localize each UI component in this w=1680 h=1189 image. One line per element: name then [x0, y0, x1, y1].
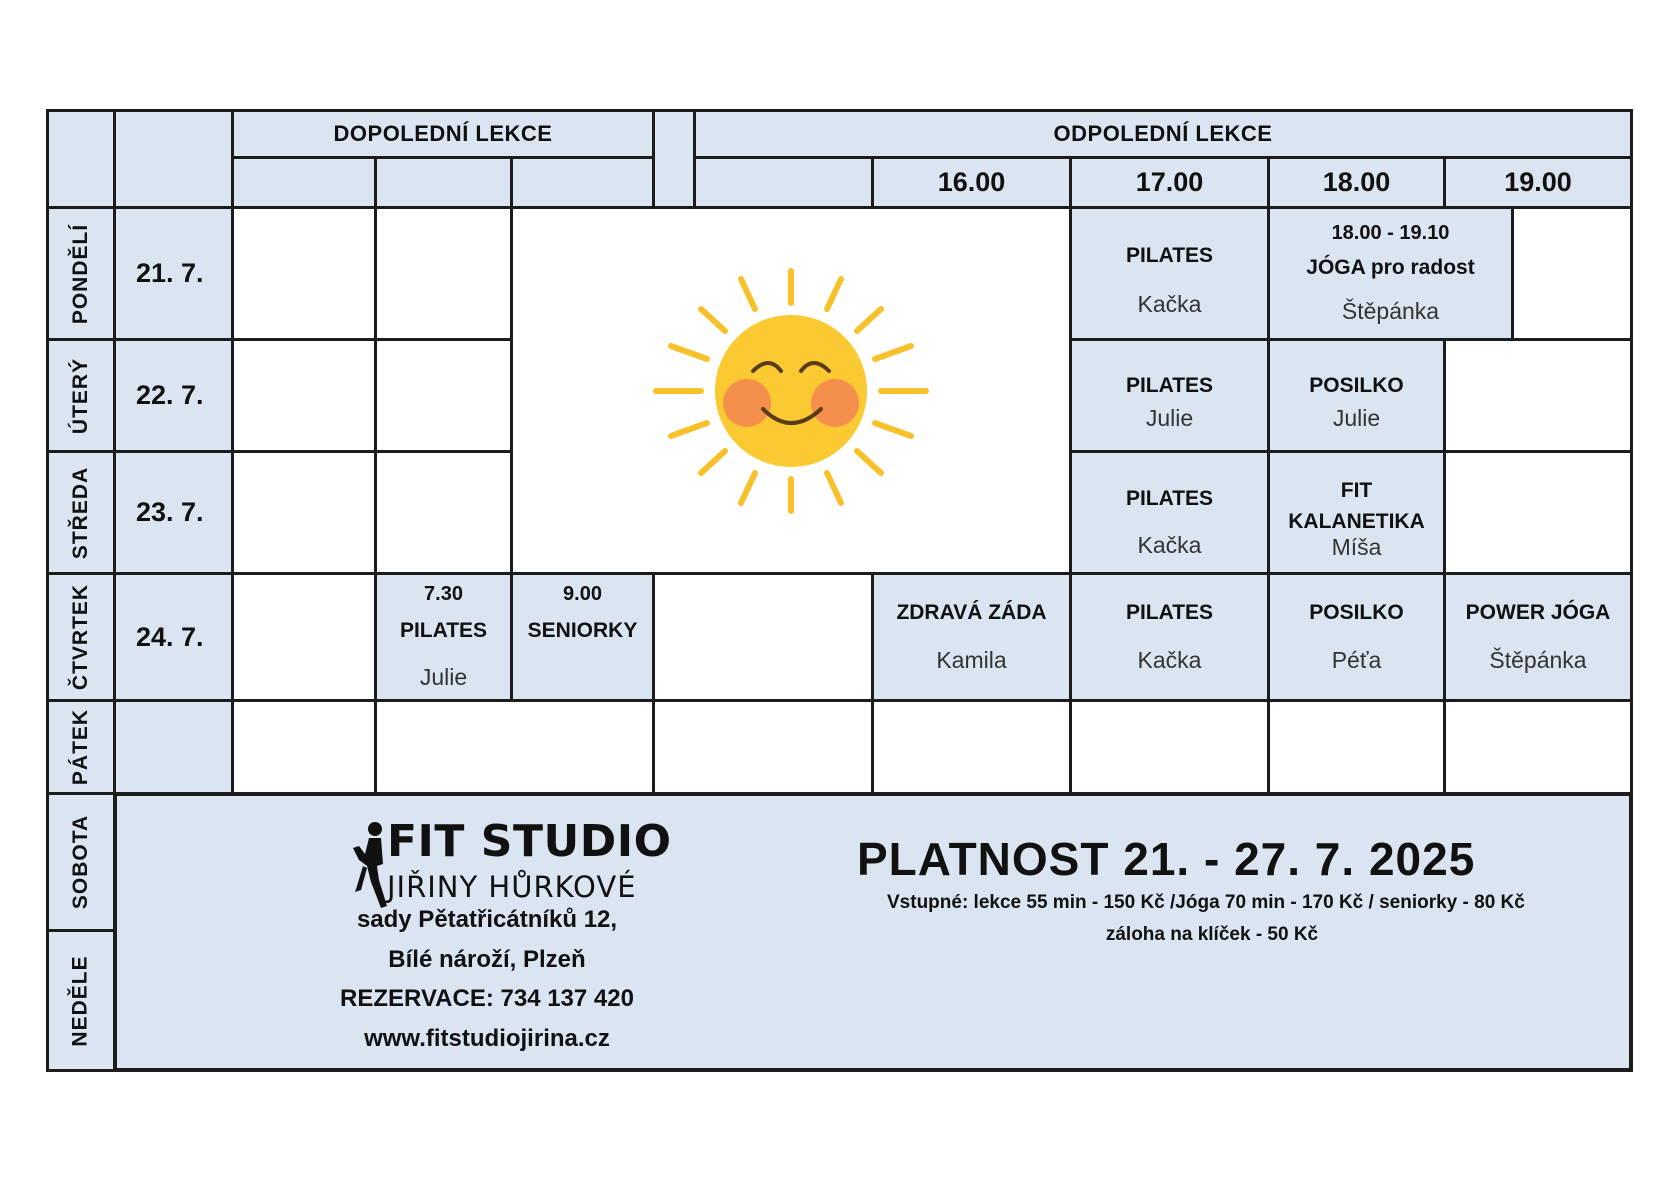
day-monday-label: PONDĚLÍ [69, 223, 92, 324]
lesson-trainer: Julie [1145, 404, 1194, 431]
lesson-name: ZDRAVÁ ZÁDA [896, 600, 1047, 624]
website-link[interactable]: www.fitstudiojirina.cz [364, 1025, 610, 1052]
key-deposit: záloha na klíček - 50 Kč [1105, 924, 1319, 945]
lesson-thu-18 [1267, 572, 1446, 702]
lesson-trainer: Péťa [1331, 647, 1382, 674]
day-tuesday-label: ÚTERÝ [69, 357, 92, 434]
lesson-name: POSILKO [1309, 600, 1404, 624]
lesson-name: POSILKO [1309, 374, 1404, 398]
sun-icon [641, 261, 941, 521]
empty-cell [374, 206, 513, 341]
corner-cell [46, 109, 116, 209]
lesson-name: PILATES [1125, 487, 1214, 511]
lesson-time: 18.00 - 19.10 [1331, 221, 1450, 244]
lesson-thu-16 [871, 572, 1072, 702]
lesson-thu-17 [1069, 572, 1270, 702]
day-sunday [46, 929, 116, 1072]
day-monday [46, 206, 116, 341]
day-tuesday [46, 338, 116, 453]
empty-cell [1443, 699, 1633, 795]
empty-cell [231, 338, 377, 453]
date-wednesday: 23. 7. [113, 450, 234, 575]
lesson-mon-18 [1267, 206, 1514, 341]
lesson-name: POWER JÓGA [1465, 600, 1611, 624]
price-list: Vstupné: lekce 55 min - 150 Kč /Jóga 70 min - 170 Kč / seniorky - 80 Kč [887, 892, 1525, 913]
lesson-trainer: Štěpánka [1341, 298, 1440, 325]
day-friday-label: PÁTEK [69, 708, 92, 786]
lesson-wed-18 [1267, 450, 1446, 575]
address-line2: Bílé nároží, Plzeň [388, 946, 586, 973]
lesson-trainer: Kamila [936, 647, 1007, 674]
lesson-name-line1: FIT [1340, 478, 1373, 502]
empty-cell [231, 572, 377, 702]
validity-title: PLATNOST 21. - 27. 7. 2025 [857, 833, 1476, 885]
lesson-thu-19 [1443, 572, 1633, 702]
logo-subtitle: JIŘINY HŮRKOVÉ [387, 870, 637, 904]
empty-cell [1443, 450, 1633, 575]
lesson-trainer: Kačka [1137, 531, 1202, 558]
empty-cell [1069, 699, 1270, 795]
date-thursday: 24. 7. [113, 572, 234, 702]
lesson-time: 9.00 [563, 583, 602, 605]
lesson-trainer: Julie [1332, 404, 1381, 431]
day-saturday [46, 792, 116, 932]
empty-cell [871, 699, 1072, 795]
morning-time-slot [374, 156, 513, 209]
lesson-name: SENIORKY [527, 619, 638, 642]
day-thursday [46, 572, 116, 702]
lesson-name: PILATES [399, 619, 488, 643]
date-tuesday: 22. 7. [113, 338, 234, 453]
empty-cell [1267, 699, 1446, 795]
summer-sun-image [510, 206, 1072, 575]
lesson-name: PILATES [1125, 374, 1214, 398]
studio-logo [349, 816, 672, 916]
address-line1: sady Pětatřicátníků 12, [356, 906, 618, 933]
empty-cell [374, 450, 513, 575]
morning-time-slot [510, 156, 655, 209]
footer-info-box [113, 792, 1633, 1072]
empty-cell [652, 572, 874, 702]
lesson-time: 7.30 [424, 583, 463, 606]
lesson-name-line2: KALANETIKA [1288, 510, 1425, 533]
logo-title: FIT STUDIO [387, 816, 672, 867]
lesson-trainer: Štěpánka [1489, 647, 1587, 674]
lesson-wed-17 [1069, 450, 1270, 575]
lesson-mon-17 [1069, 206, 1270, 341]
morning-lessons-title: DOPOLEDNÍ LEKCE [231, 109, 655, 159]
empty-cell [374, 699, 655, 795]
morning-time-slot [231, 156, 377, 209]
date-header-cell [113, 109, 234, 209]
date-friday [113, 699, 234, 795]
lesson-thu-0900 [510, 572, 655, 702]
lesson-trainer: Julie [419, 663, 468, 690]
empty-cell [231, 206, 377, 341]
empty-cell [1443, 338, 1633, 453]
lesson-tue-17 [1069, 338, 1270, 453]
time-slot-17: 17.00 [1069, 156, 1270, 209]
lesson-name: JÓGA pro radost [1306, 255, 1475, 279]
empty-cell [1511, 206, 1633, 341]
time-slot-18: 18.00 [1267, 156, 1446, 209]
time-slot-16: 16.00 [871, 156, 1072, 209]
afternoon-lessons-title: ODPOLEDNÍ LEKCE [693, 109, 1633, 159]
header-spacer [652, 109, 696, 209]
day-thursday-label: ČTVRTEK [69, 583, 93, 691]
day-friday [46, 699, 116, 795]
lesson-tue-18 [1267, 338, 1446, 453]
afternoon-time-slot [693, 156, 874, 209]
reservation-phone: REZERVACE: 734 137 420 [340, 985, 634, 1012]
day-sunday-label: NEDĚLE [69, 954, 92, 1047]
lesson-trainer: Kačka [1137, 647, 1202, 674]
lesson-thu-0730 [374, 572, 513, 702]
time-slot-19: 19.00 [1443, 156, 1633, 209]
empty-cell [652, 699, 874, 795]
lesson-name: PILATES [1125, 244, 1214, 268]
day-saturday-label: SOBOTA [69, 814, 92, 910]
lesson-name: PILATES [1125, 600, 1214, 624]
date-monday: 21. 7. [113, 206, 234, 341]
empty-cell [231, 450, 377, 575]
day-wednesday [46, 450, 116, 575]
lesson-trainer: Kačka [1137, 290, 1202, 317]
empty-cell [374, 338, 513, 453]
empty-cell [231, 699, 377, 795]
day-wednesday-label: STŘEDA [69, 466, 92, 559]
lesson-trainer: Míša [1331, 534, 1382, 561]
